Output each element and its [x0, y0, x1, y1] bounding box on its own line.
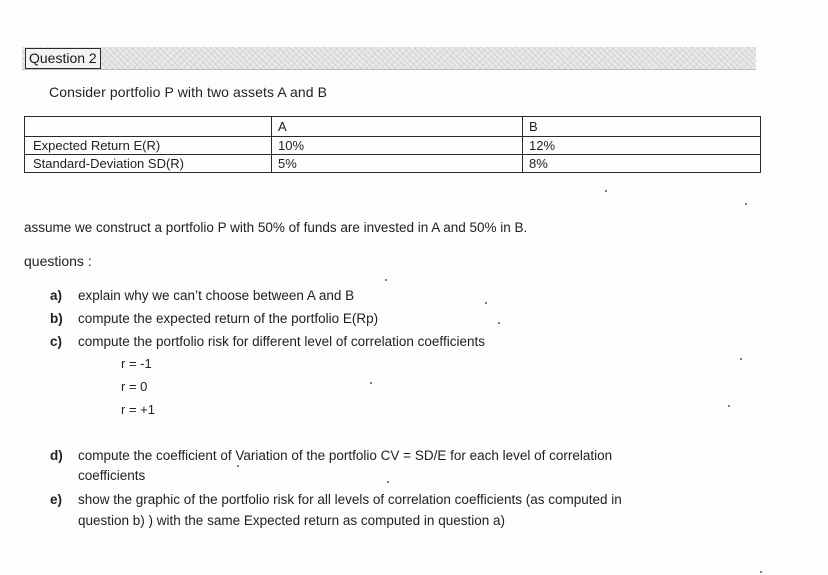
item-marker: e) [50, 492, 63, 507]
item-text: compute the expected return of the portfolio E(Rp) [78, 311, 379, 326]
table-header-cell [25, 117, 272, 137]
scan-speck [740, 358, 742, 360]
question-label: Question 2 [25, 48, 101, 69]
table-cell: Standard-Deviation SD(R) [25, 155, 272, 173]
correlation-value: r = -1 [121, 356, 152, 371]
asset-table [24, 116, 761, 173]
item-continuation: question b) ) with the same Expected return as computed in question a) [78, 513, 505, 528]
table-cell: 5% [272, 155, 523, 173]
table-cell: Expected Return E(R) [25, 137, 272, 155]
assumption-text: assume we construct a portfolio P with 50% of funds are invested in A and 50% in B. [24, 220, 528, 235]
scan-speck [728, 405, 730, 407]
scan-speck [385, 279, 387, 281]
item-marker: d) [50, 448, 63, 463]
item-marker: a) [50, 288, 63, 303]
table-header-row [25, 117, 761, 137]
item-continuation: coefficients [78, 468, 146, 483]
table-row [25, 137, 761, 155]
item-marker: c) [50, 334, 63, 349]
scan-speck [745, 203, 747, 205]
item-text: compute the portfolio risk for different level of correlation coefficients [78, 334, 485, 349]
item-text: show the graphic of the portfolio risk for all levels of correlation coefficients (as computed in [78, 492, 622, 507]
table-cell: 12% [523, 137, 761, 155]
correlation-value: r = 0 [121, 379, 148, 394]
scan-speck [605, 190, 607, 192]
questions-heading: questions : [24, 253, 92, 269]
item-marker: b) [50, 311, 63, 326]
scan-speck [237, 465, 239, 467]
item-text: explain why we can’t choose between A and B [78, 288, 355, 303]
table-header-cell: A [272, 117, 523, 137]
scan-speck [760, 571, 762, 573]
table-header-cell: B [523, 117, 761, 137]
item-text: compute the coefficient of Variation of the portfolio CV = SD/E for each level of correlation [78, 448, 613, 463]
table-cell: 8% [523, 155, 761, 173]
correlation-value: r = +1 [121, 402, 155, 417]
intro-text: Consider portfolio P with two assets A and B [49, 84, 328, 100]
table-cell: 10% [272, 137, 523, 155]
scan-speck [498, 322, 500, 324]
scan-speck [485, 302, 487, 304]
question-header-band [22, 47, 756, 70]
scan-speck [370, 382, 372, 384]
scan-speck [387, 481, 389, 483]
table-row [25, 155, 761, 173]
